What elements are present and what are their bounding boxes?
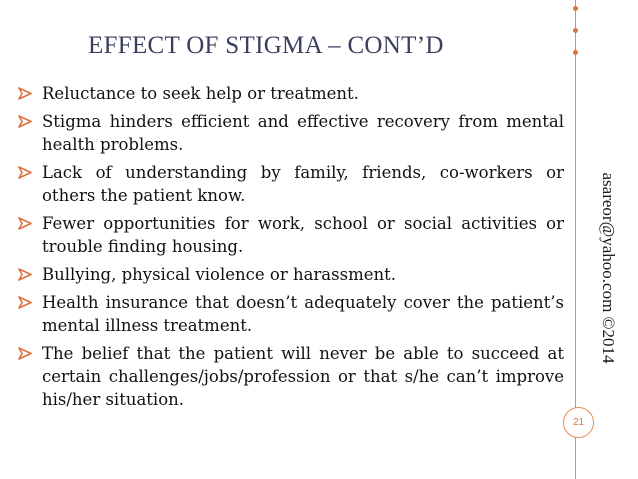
list-item-text: Fewer opportunities for work, school or social activities or trouble finding housing.	[42, 214, 564, 256]
list-item-text: The belief that the patient will never be able to succeed at certain challenges/jobs/profession or that s/he can’t improve his/her situation.	[42, 344, 564, 409]
list-item-text: Bullying, physical violence or harassment.	[42, 265, 396, 284]
list-item-text: Lack of understanding by family, friends, co-workers or others the patient know.	[42, 163, 564, 205]
list-item	[18, 82, 564, 105]
list-item	[18, 291, 564, 337]
list-item-text: Reluctance to seek help or treatment.	[42, 84, 359, 103]
list-item	[18, 110, 564, 156]
arrow-bullet-icon	[18, 115, 33, 128]
arrow-bullet-icon	[18, 268, 33, 281]
list-item-text: Health insurance that doesn’t adequately cover the patient’s mental illness treatment.	[42, 293, 564, 335]
arrow-bullet-icon	[18, 166, 33, 179]
arrow-bullet-icon	[18, 217, 33, 230]
rule-dot	[573, 28, 578, 33]
rule-dot	[573, 6, 578, 11]
page-number: 21	[572, 417, 585, 428]
page-number-badge	[563, 407, 594, 438]
arrow-bullet-icon	[18, 296, 33, 309]
arrow-bullet-icon	[18, 347, 33, 360]
bullet-list	[18, 82, 564, 416]
copyright-sidebar: asareor@yahoo.com ©2014	[599, 172, 618, 364]
rule-dot	[573, 50, 578, 55]
arrow-bullet-icon	[18, 87, 33, 100]
list-item	[18, 161, 564, 207]
slide-title: EFFECT OF STIGMA – CONT’D	[88, 32, 444, 59]
list-item	[18, 212, 564, 258]
list-item-text: Stigma hinders efficient and effective recovery from mental health problems.	[42, 112, 564, 154]
list-item	[18, 263, 564, 286]
list-item	[18, 342, 564, 411]
